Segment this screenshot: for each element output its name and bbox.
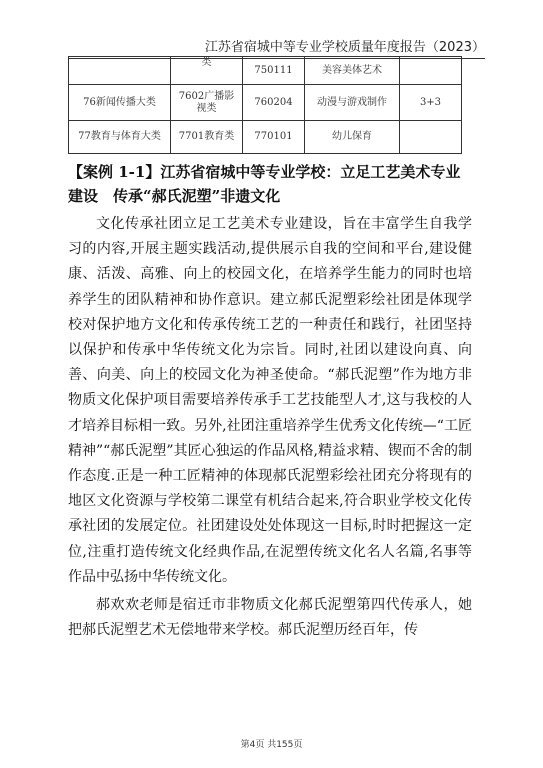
table-row bbox=[69, 121, 462, 154]
case-title: 【案例 1-1】江苏省宿城中等专业学校：立足工艺美术专业建设 传承“郝氏泥塑”非遗文化 bbox=[68, 163, 461, 205]
table-cell: 76新闻传播大类 bbox=[69, 85, 171, 121]
table-cell: 750111 bbox=[243, 57, 305, 85]
table-cell bbox=[69, 57, 171, 85]
table-cell: 7602广播影视类 bbox=[171, 85, 243, 121]
table-cell bbox=[400, 57, 462, 85]
body-paragraph: 文化传承社团立足工艺美术专业建设，旨在丰富学生自我学习的内容,开展主题实践活动,提供展示自我的空间和平台,建设健康、活泼、高雅、向上的校园文化，在培养学生能力的同时也培养学生的团队精神和协作意识。建立郝氏泥塑彩绘社团是体现学校对保护地方文化和传承传统工艺的一种责任和践行，社团坚持以保护和传承中华传统文化为宗旨。同时,社团以建设向真、向善、向美、向上的校园文化为神圣使命。“郝氏泥塑”作为地方非物质文化保护项目需要培养传承手工艺技能型人才,这与我校的人才培养目标相一致。另外,社团注重培养学生优秀文化传统—“工匠精神”“郝氏泥塑”其匠心独运的作品风格,精益求精、锲而不舍的制作态度.正是一种工匠精神的体现郝氏泥塑彩绘社团充分将现有的地区文化资源与学校第二课堂有机结合起来,符合职业学校文化传承社团的发展定位。社团建设处处体现这一目标,时时把握这一定位,注重打造传统文化经典作品,在泥塑传统文化名人名篇,名事等作品中弘扬中华传统文化。 bbox=[68, 216, 472, 585]
table-cell: 7701教育类 bbox=[171, 121, 243, 154]
table-row bbox=[69, 85, 462, 121]
table-cell: 幼儿保育 bbox=[305, 121, 400, 154]
table-cell: 770101 bbox=[243, 121, 305, 154]
case-body bbox=[68, 212, 472, 643]
table-cell: 3+3 bbox=[400, 85, 462, 121]
program-table bbox=[68, 56, 462, 154]
table-cell: 类 bbox=[171, 57, 243, 85]
table-row bbox=[69, 57, 462, 85]
report-header-title: 江苏省宿城中等专业学校质量年度报告（2023） bbox=[204, 40, 485, 55]
table-cell: 760204 bbox=[243, 85, 305, 121]
table-cell: 美容美体艺术 bbox=[305, 57, 400, 85]
body-paragraph: 郝欢欢老师是宿迁市非物质文化郝氏泥塑第四代传承人，她把郝氏泥塑艺术无偿地带来学校。郝氏泥塑历经百年，传 bbox=[68, 597, 472, 639]
table-cell: 动漫与游戏制作 bbox=[305, 85, 400, 121]
page-number: 第4页 共155页 bbox=[240, 740, 303, 750]
table-cell: 77教育与体育大类 bbox=[69, 121, 171, 154]
table-cell bbox=[400, 121, 462, 154]
